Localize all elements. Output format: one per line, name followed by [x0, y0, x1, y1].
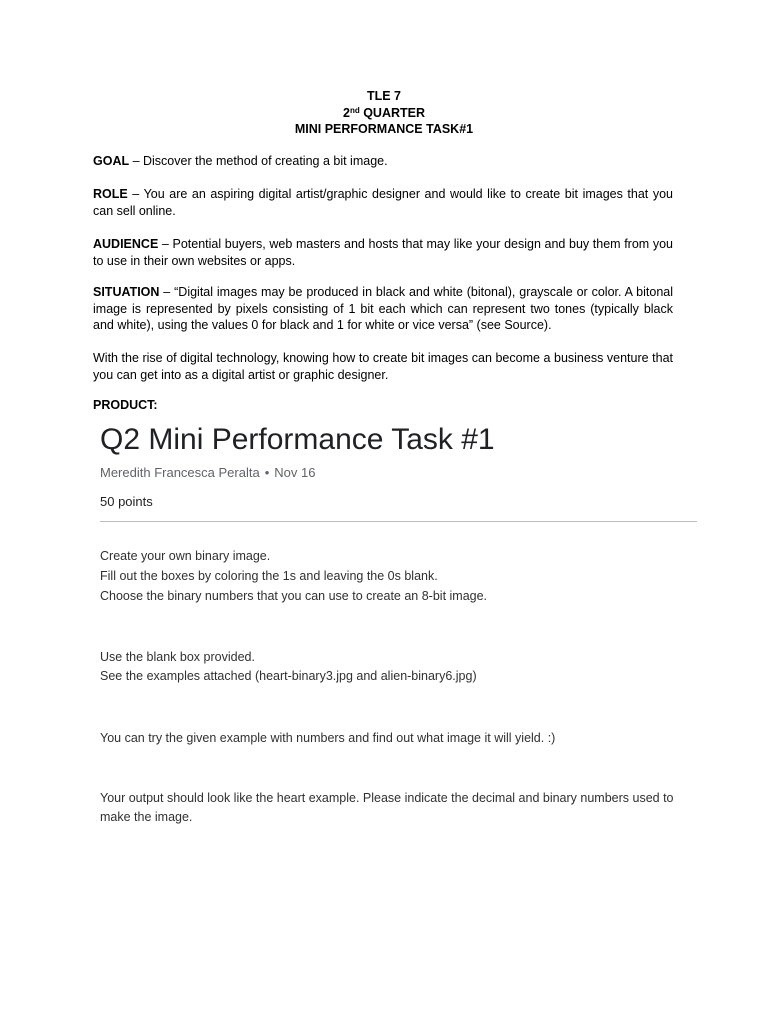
- quarter-ordinal: nd: [349, 105, 360, 115]
- rise-text: With the rise of digital technology, knowing how to create bit images can become a business venture that you can get into as a digital artist or graphic designer.: [93, 351, 673, 382]
- audience-label: AUDIENCE: [93, 237, 159, 251]
- rise-paragraph: [93, 350, 673, 383]
- task-title: MINI PERFORMANCE TASK#1: [294, 122, 474, 136]
- document-heading: [0, 88, 768, 138]
- audience-text: – Potential buyers, web masters and hosts that may like your design and buy them from you to use in their own websites or apps.: [93, 237, 673, 268]
- assignment-title: Q2 Mini Performance Task #1: [100, 423, 495, 456]
- goal-paragraph: [93, 153, 673, 170]
- instruction-line: Fill out the boxes by coloring the 1s and leaving the 0s blank.: [100, 569, 438, 583]
- quarter-title: [0, 105, 768, 122]
- instruction-line: See the examples attached (heart-binary3.jpg and alien-binary6.jpg): [100, 669, 477, 683]
- situation-paragraph: [93, 284, 673, 334]
- role-text: – You are an aspiring digital artist/graphic designer and would like to create bit images that you can sell online.: [93, 187, 673, 218]
- assignment-card: [100, 420, 698, 522]
- meta-separator: •: [264, 465, 270, 480]
- instruction-line: You can try the given example with numbers and find out what image it will yield. :): [100, 731, 556, 745]
- instruction-line: Use the blank box provided.: [100, 650, 255, 664]
- situation-label: SITUATION: [93, 285, 160, 299]
- role-label: ROLE: [93, 187, 128, 201]
- assignment-author: Meredith Francesca Peralta: [100, 465, 260, 480]
- divider: [100, 521, 697, 522]
- audience-paragraph: [93, 236, 673, 269]
- goal-text: – Discover the method of creating a bit image.: [129, 154, 388, 168]
- instruction-line: Choose the binary numbers that you can use to create an 8-bit image.: [100, 589, 488, 603]
- quarter-label: QUARTER: [359, 105, 425, 120]
- instruction-line: Your output should look like the heart example. Please indicate the decimal and binary numbers used to make the image.: [100, 791, 674, 824]
- product-label: PRODUCT:: [93, 398, 158, 412]
- assignment-points: 50 points: [100, 494, 153, 509]
- quarter-number: 2: [342, 105, 350, 120]
- subject-title: TLE 7: [366, 89, 402, 103]
- situation-text: – “Digital images may be produced in black and white (bitonal), grayscale or color. A bitonal image is represented by pixels consisting of 1 bit each which can represent two tones (typically black and white), using the values 0 for black and 1 for white or vice versa” (see Source).: [93, 285, 673, 332]
- instruction-line: Create your own binary image.: [100, 549, 271, 563]
- role-paragraph: [93, 186, 673, 219]
- assignment-date: Nov 16: [274, 465, 316, 480]
- goal-label: GOAL: [93, 154, 130, 168]
- assignment-meta: [100, 465, 698, 481]
